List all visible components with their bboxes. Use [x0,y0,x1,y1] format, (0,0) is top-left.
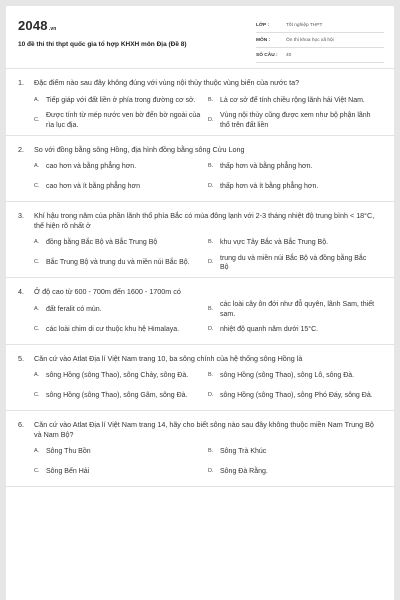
option-text: sông Hồng (sông Thao), sông Gâm, sông Đà. [46,392,188,400]
answer-options [18,157,382,197]
meta-value: 40 [286,52,292,58]
answer-option[interactable] [34,386,208,406]
option-text: Tiếp giáp với đất liền ở phía trong đường cơ sở. [46,96,196,104]
option-letter: D. [208,392,214,399]
question-item [6,278,394,345]
option-letter: C. [34,183,40,190]
meta-value: Ôn thi khoa học xã hội [286,37,334,43]
option-letter: C. [34,325,40,332]
question-text [18,211,382,230]
option-letter: A. [34,163,40,170]
answer-options [18,300,382,340]
question-number: 1. [18,78,24,87]
meta-row [256,48,384,63]
question-item [6,136,394,203]
meta-row [256,18,384,33]
question-item [6,345,394,412]
answer-option[interactable] [208,111,382,131]
exam-page [6,6,394,600]
question-prompt: Căn cứ vào Atlat Địa lí Việt Nam trang 10, ba sông chính của hệ thống sông Hồng là [34,353,303,363]
answer-option[interactable] [208,91,382,111]
answer-option[interactable] [208,253,382,273]
option-text: khu vực Tây Bắc và Bắc Trung Bộ. [220,239,329,247]
option-letter: D. [208,183,214,190]
option-text: các loài cây ôn đới như đỗ quyên, lãnh Sam, thiết sam. [220,301,375,318]
option-letter: C. [34,116,40,123]
question-text [18,354,382,364]
meta-label: LỚP : [256,22,270,28]
answer-option[interactable] [34,157,208,177]
option-text: trung du và miền núi Bắc Bộ và đồng bằng Bắc Bộ [220,254,367,271]
question-text [18,78,382,88]
option-letter: A. [34,372,40,379]
question-prompt: Ở độ cao từ 600 - 700m đến 1600 - 1700m có [34,287,181,296]
option-text: đồng bằng Bắc Bộ và Bắc Trung Bộ [46,239,158,247]
exam-meta [256,18,384,63]
question-item [6,202,394,278]
question-item [6,69,394,136]
answer-options [18,366,382,406]
option-letter: C. [34,468,40,475]
question-number: 3. [18,211,24,220]
option-text: Sông Trà Khúc [220,448,267,456]
option-text: sông Hồng (sông Thao), sông Chảy, sông Đà. [46,372,189,380]
answer-option[interactable] [34,442,208,462]
option-letter: C. [34,259,40,266]
question-number: 5. [18,353,24,363]
option-letter: B. [208,163,214,170]
option-text: cao hơn và ít bằng phẳng hơn [46,183,141,191]
answer-option[interactable] [34,300,208,320]
question-prompt: So với đồng bằng sông Hồng, địa hình đồng bằng sông Cửu Long [34,144,245,154]
question-prompt: Đặc điểm nào sau đây không đúng với vùng nội thủy thuộc vùng biển của nước ta? [34,78,300,87]
option-text: Bắc Trung Bộ và trung du và miền núi Bắc Bộ. [46,259,190,267]
logo-suffix: .vn [48,26,57,32]
option-letter: B. [208,448,214,455]
option-letter: D. [208,468,214,475]
option-letter: A. [34,448,40,455]
option-letter: B. [208,96,214,103]
answer-options [18,91,382,131]
option-text: thấp hơn và ít bằng phẳng hơn. [220,183,319,191]
option-text: Sông Thu Bồn [46,448,91,456]
option-text: thấp hơn và bằng phẳng hơn. [220,163,313,171]
question-list [6,69,394,487]
answer-option[interactable] [34,253,208,273]
option-text: cao hơn và bằng phẳng hơn. [46,163,137,171]
answer-option[interactable] [208,366,382,386]
option-text: Vùng nội thủy cũng được xem như bộ phận lãnh thổ trên đất liền [220,112,371,129]
question-number: 6. [18,420,24,429]
option-letter: B. [208,305,214,312]
option-text: sông Hồng (sông Thao), sông Phó Đáy, sông Đà. [220,392,373,400]
option-letter: B. [208,372,214,379]
question-number: 2. [18,144,24,154]
answer-option[interactable] [34,320,208,340]
option-text: Sông Đà Rằng. [220,468,268,476]
answer-option[interactable] [34,233,208,253]
meta-row [256,33,384,48]
answer-option[interactable] [208,177,382,197]
option-text: nhiệt độ quanh năm dưới 15°C. [220,325,319,333]
page-title: 10 đề thi thi thpt quốc gia tổ hợp KHXH môn Địa (Đề 8) [18,41,187,48]
meta-label: SỐ CÂU : [256,52,278,58]
answer-option[interactable] [208,386,382,406]
answer-options [18,233,382,273]
option-letter: A. [34,96,40,103]
answer-option[interactable] [208,442,382,462]
option-letter: D. [208,325,214,332]
question-text [18,287,382,297]
question-number: 4. [18,287,24,296]
answer-option[interactable] [34,91,208,111]
logo-text: 2048 [18,18,48,33]
option-letter: D. [208,116,214,123]
option-text: đất feralit có mùn. [46,305,102,313]
answer-option[interactable] [208,462,382,482]
question-text [18,145,382,155]
option-text: Được tính từ mép nước ven bờ đến bờ ngoài của rìa lục địa. [46,112,201,129]
option-letter: A. [34,305,40,312]
option-text: các loài chim di cư thuộc khu hệ Himalaya. [46,325,180,333]
answer-option[interactable] [34,111,208,131]
answer-option[interactable] [34,462,208,482]
option-text: Sông Bến Hải [46,468,90,476]
answer-option[interactable] [34,177,208,197]
answer-option[interactable] [208,157,382,177]
answer-option[interactable] [208,300,382,320]
page-header [6,6,394,69]
option-letter: C. [34,392,40,399]
meta-value: Tốt nghiệp THPT [286,22,323,28]
option-text: Là cơ sở để tính chiều rộng lãnh hải Việt Nam. [220,96,365,104]
option-letter: D. [208,259,214,266]
answer-option[interactable] [34,366,208,386]
option-letter: B. [208,239,214,246]
answer-option[interactable] [208,233,382,253]
question-prompt: Khí hậu trong năm của phần lãnh thổ phía Bắc có mùa đông lạnh với 2-3 tháng nhiệt độ trung bình < 18°C, thể hiện rõ nhất ở [34,211,375,230]
question-prompt: Căn cứ vào Atlat Địa lí Việt Nam trang 14, hãy cho biết sông nào sau đây không thuộc miền Nam Trung Bộ và Nam Bộ? [34,420,374,439]
question-text [18,420,382,439]
option-text: sông Hồng (sông Thao), sông Lô, sông Đà. [220,372,355,380]
question-item [6,411,394,487]
meta-label: MÔN : [256,37,271,43]
option-letter: A. [34,239,40,246]
answer-option[interactable] [208,320,382,340]
answer-options [18,442,382,482]
site-logo[interactable] [18,18,57,33]
